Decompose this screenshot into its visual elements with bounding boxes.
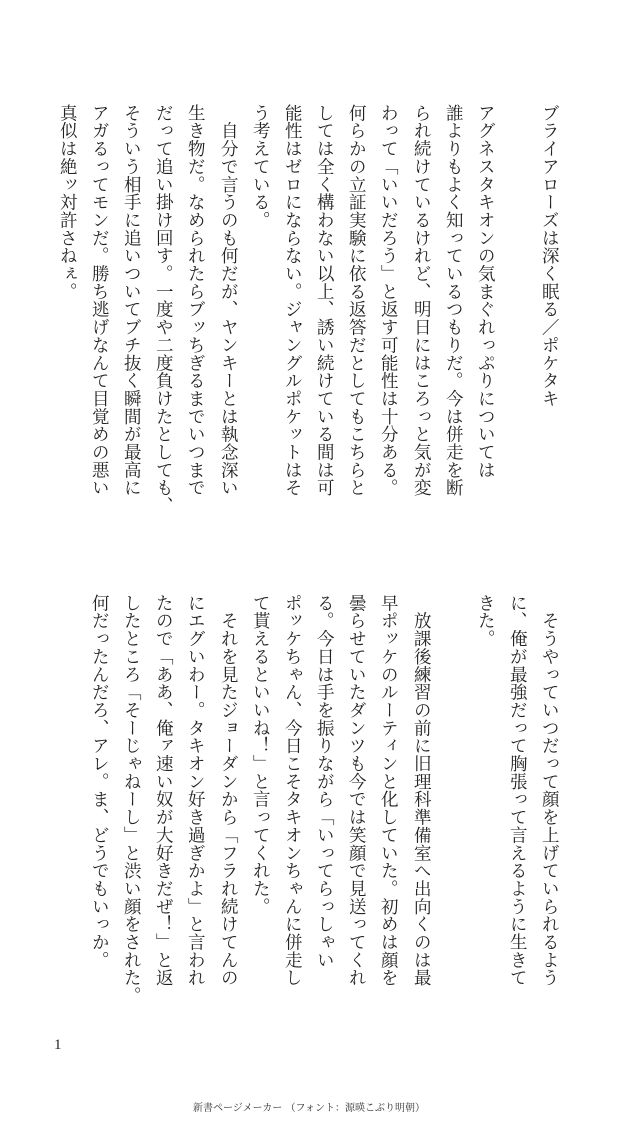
- text-column: したところ「そーじゃねーし」と渋い顔をされた。: [121, 594, 142, 1005]
- text-column: ブライアローズは深く眠る／ポケタキ: [539, 104, 560, 408]
- text-column: る。今日は手を振りながら「いってらっしゃい: [314, 594, 335, 969]
- text-column: 自分で言うのも何だが、ヤンキーとは執念深い: [218, 104, 239, 497]
- text-column: わって「いいだろう」と返す可能性は十分ある。: [378, 104, 399, 497]
- text-column: アグネスタキオンの気まぐれっぷりについては: [475, 104, 496, 479]
- text-column: 真似は絶ッ対許さねぇ。: [57, 104, 78, 301]
- text-column: 曇らせていたダンツも今では笑顔で見送ってくれ: [346, 594, 367, 987]
- text-column: たので「ああ、俺ァ速い奴が大好きだぜ！」と返: [153, 594, 174, 987]
- page-number: 1: [54, 1037, 62, 1053]
- text-column: アガるってモンだ。勝ち逃げなんて目覚めの悪い: [89, 104, 110, 497]
- text-column: そうやっていつだって顔を上げていられるよう: [539, 594, 560, 987]
- text-column: 早ポッケのルーティンと化していた。初めは顔を: [378, 594, 399, 987]
- text-column: きた。: [475, 594, 496, 648]
- text-column: に、俺が最強だって胸張って言えるように生きて: [507, 594, 528, 987]
- text-column: 何らかの立証実験に依る返答だとしてもこちらと: [346, 104, 367, 497]
- text-column: 生き物だ。なめられたらブッちぎるまでいつまで: [185, 104, 206, 497]
- text-column: られ続けているけれど、明日にはころっと気が変: [411, 104, 432, 497]
- text-column: う考えている。: [250, 104, 271, 229]
- footer-credit: 新書ページメーカー （フォント：源暎こぶり明朝）: [193, 1103, 425, 1114]
- text-column: ポッケちゃん、今日こそタキオンちゃんに併走し: [282, 594, 303, 987]
- text-column: しては全く構わない以上、誘い続けている間は可: [314, 104, 335, 497]
- text-column: 誰よりもよく知っているつもりだ。今は併走を断: [443, 104, 464, 497]
- text-column: そういう相手に追いついてブチ抜く瞬間が最高に: [121, 104, 142, 497]
- text-column: 何だったんだろ、アレ。ま、どうでもいっか。: [89, 594, 110, 969]
- text-column: それを見たジョーダンから「フラれ続けてんの: [218, 594, 239, 987]
- text-column: にエグいわー。タキオン好き過ぎかよ」と言われ: [185, 594, 206, 987]
- text-column: て貰えるといいね！」と言ってくれた。: [250, 594, 271, 916]
- text-column: 放課後練習の前に旧理科準備室へ出向くのは最: [411, 594, 432, 987]
- text-column: 能性はゼロにならない。ジャングルポケットはそ: [282, 104, 303, 497]
- text-column: だって追い掛け回す。一度や二度負けたとしても、: [153, 104, 174, 515]
